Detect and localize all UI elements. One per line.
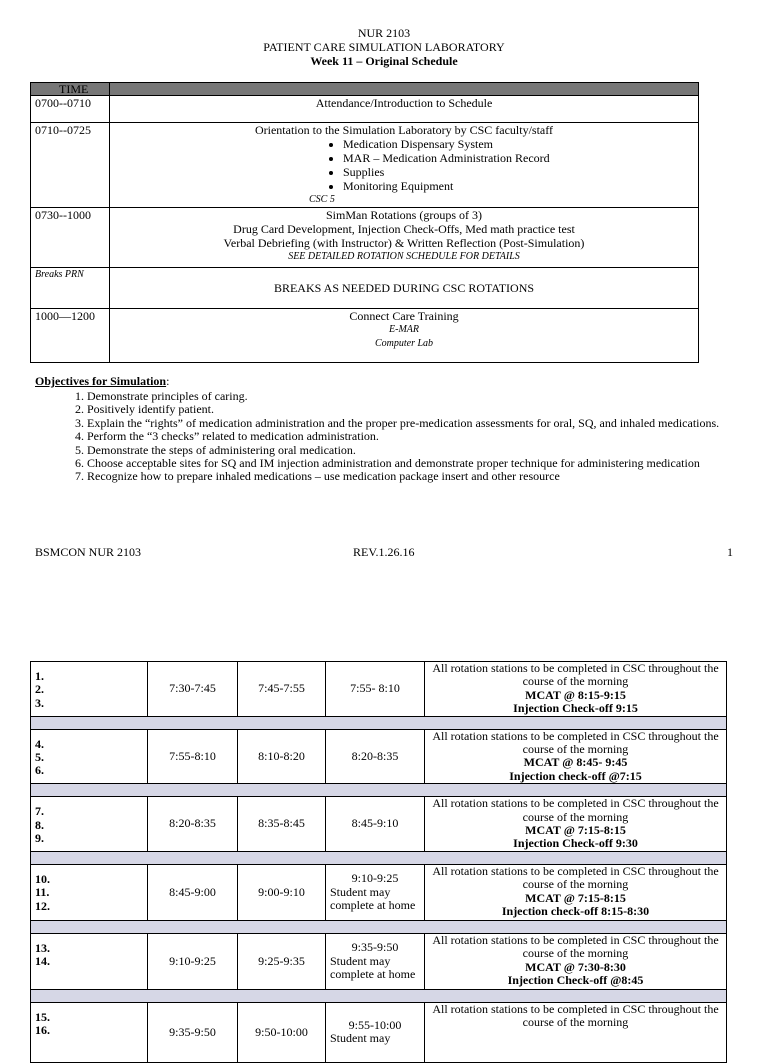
mcat-time: MCAT @ 7:30-8:30 [525, 959, 626, 974]
group-number: 13. [35, 940, 50, 955]
group-number: 15. [35, 1009, 50, 1024]
group-number: 1. [35, 669, 44, 683]
bullet-item: • MAR – Medication Administration Record [343, 151, 550, 165]
rotation-separator [31, 716, 727, 729]
group-number: 6. [35, 763, 44, 778]
rotation-separator [31, 920, 727, 933]
time-header: TIME [59, 82, 89, 96]
lab-title: PATIENT CARE SIMULATION LABORATORY [263, 40, 505, 54]
schedule-text: Orientation to the Simulation Laboratory by CSC faculty/staff [254, 123, 554, 137]
rotation-time-3: 9:35-9:50 [351, 940, 399, 955]
schedule-note: Computer Lab [374, 338, 434, 349]
bullet-item: • Monitoring Equipment [343, 179, 550, 193]
group-number: 5. [35, 750, 44, 765]
schedule-note: E-MAR [389, 324, 419, 335]
group-number: 8. [35, 817, 44, 832]
rotation-time-3: 8:45-9:10 [351, 816, 399, 831]
schedule-time: 0730--1000 [31, 208, 110, 268]
schedule-row [31, 208, 699, 268]
schedule-text: BREAKS AS NEEDED DURING CSC ROTATIONS [273, 281, 535, 295]
objective-item: 5. Demonstrate the steps of administering oral medication. [87, 444, 755, 457]
schedule-text: Attendance/Introduction to Schedule [315, 96, 493, 110]
rotation-time-2: 9:25-9:35 [238, 933, 326, 989]
mcat-time: MCAT @ 7:15-8:15 [525, 823, 626, 838]
schedule-row [31, 123, 699, 208]
rotation-info: All rotation stations to be completed in CSC throughout the course of the morning [432, 796, 719, 824]
rotation-info: All rotation stations to be completed in CSC throughout the course of the morning [432, 932, 719, 961]
schedule-table [30, 82, 699, 363]
mcat-time: MCAT @ 8:15-9:15 [525, 687, 626, 702]
bullet-item: • Supplies [343, 165, 550, 179]
rotation-info: All rotation stations to be completed in CSC throughout the course of the morning [432, 728, 719, 757]
mcat-time: MCAT @ 8:45- 9:45 [523, 755, 628, 770]
group-number: 3. [35, 695, 44, 710]
objectives-list [35, 390, 755, 484]
schedule-row [31, 309, 699, 363]
rotation-time-3: Student may [330, 884, 391, 899]
injection-checkoff: Injection check-off @7:15 [509, 768, 642, 783]
week-title: Week 11 – Original Schedule [310, 54, 458, 68]
rotation-time-2: 8:10-8:20 [238, 729, 326, 784]
group-number: 10. [35, 871, 50, 886]
rotation-time-3: Student may [330, 1031, 391, 1046]
rotation-separator [31, 784, 727, 797]
objective-item: 2. Positively identify patient. [87, 403, 755, 416]
group-number: 4. [35, 736, 44, 751]
objectives-section: Objectives for Simulation: 1. Demonstrate principles of caring. 2. Positively identify patient. 3. Explain the “rights” of medication administration and the proper pre-medication assessments for oral, SQ, and inhaled medications. 4. Perform the “3 checks” related to medication administration. 5. Demonstrate the steps of administering oral medication. 6. Choose acceptable sites for SQ and IM injection administration and demonstrate proper technique for administering medication 7. Recognize how to prepare inhaled medications – use medication package insert and other resource [35, 374, 755, 484]
footer-left: BSMCON NUR 2103 [35, 545, 142, 559]
group-number: 14. [35, 954, 50, 969]
injection-checkoff: Injection check-off 8:15-8:30 [501, 904, 650, 919]
rotation-time-2: 9:00-9:10 [238, 864, 326, 920]
schedule-note: SEE DETAILED ROTATION SCHEDULE FOR DETAILS [288, 251, 520, 262]
rotation-time-3: 9:55-10:00 [348, 1017, 402, 1032]
rotation-time-2: 9:50-10:00 [238, 1002, 326, 1062]
bullet-item: • Medication Dispensary System [343, 137, 550, 151]
rotation-time-1: 7:30-7:45 [148, 662, 238, 717]
schedule-row [31, 96, 699, 123]
group-number: 11. [35, 885, 50, 900]
injection-checkoff: Injection Check-off 9:30 [513, 836, 638, 851]
rotation-time-1: 9:10-9:25 [148, 933, 238, 989]
rotation-row [31, 864, 727, 920]
rotation-time-3: complete at home [330, 898, 416, 913]
rotation-time-3: 7:55- 8:10 [350, 681, 400, 696]
rotation-info: All rotation stations to be completed in CSC throughout the course of the morning [432, 863, 719, 892]
schedule-time: Breaks PRN [31, 268, 110, 309]
rotation-time-1: 8:45-9:00 [148, 864, 238, 920]
rotation-time-3: complete at home [330, 967, 416, 982]
injection-checkoff: Injection Check-off @8:45 [507, 973, 644, 988]
rotation-time-1: 7:55-8:10 [148, 729, 238, 784]
schedule-time: 0700--0710 [31, 96, 110, 123]
schedule-text: Verbal Debriefing (with Instructor) & Written Reflection (Post-Simulation) [223, 236, 585, 250]
rotation-time-2: 8:35-8:45 [238, 797, 326, 852]
schedule-row [31, 268, 699, 309]
rotation-row [31, 797, 727, 852]
footer-revision: REV.1.26.16 [353, 545, 415, 559]
rotation-separator [31, 851, 727, 864]
objective-item: 1. Demonstrate principles of caring. [87, 390, 755, 403]
rotation-info: All rotation stations to be completed in CSC throughout the course of the morning [432, 661, 719, 689]
schedule-time: 0710--0725 [31, 123, 110, 208]
rotation-time-2: 7:45-7:55 [238, 662, 326, 717]
rotation-separator [31, 989, 727, 1002]
rotation-time-1: 9:35-9:50 [148, 1002, 238, 1062]
objectives-title: Objectives for Simulation [35, 374, 167, 388]
objective-item: 3. Explain the “rights” of medication administration and the proper pre-medication assessments for oral, SQ, and inhaled medications. [87, 417, 755, 430]
mcat-time: MCAT @ 7:15-8:15 [525, 890, 626, 905]
rotation-row [31, 1002, 727, 1062]
rotation-time-3: 9:10-9:25 [351, 871, 399, 886]
schedule-time: 1000—1200 [31, 309, 110, 363]
rotation-info: All rotation stations to be completed in CSC throughout the course of the morning [432, 1001, 719, 1030]
course-code: NUR 2103 [357, 26, 411, 40]
group-number: 7. [35, 804, 44, 819]
schedule-text: Drug Card Development, Injection Check-Offs, Med math practice test [233, 222, 575, 236]
rotation-table [30, 661, 727, 1063]
injection-checkoff: Injection Check-off 9:15 [513, 701, 638, 716]
schedule-text: SimMan Rotations (groups of 3) [326, 208, 482, 222]
group-number: 9. [35, 831, 44, 846]
rotation-time-1: 8:20-8:35 [148, 797, 238, 852]
objective-item: 7. Recognize how to prepare inhaled medications – use medication package insert and other resource [87, 470, 755, 483]
schedule-text: Connect Care Training [349, 309, 459, 323]
page-number: 1 [727, 545, 733, 559]
schedule-note: CSC 5 [309, 194, 335, 205]
group-number: 16. [35, 1023, 50, 1038]
objective-item: 4. Perform the “3 checks” related to medication administration. [87, 430, 755, 443]
schedule-header-row [31, 83, 699, 96]
group-number: 2. [35, 682, 44, 697]
rotation-row [31, 933, 727, 989]
group-number: 12. [35, 898, 50, 913]
rotation-row [31, 662, 727, 717]
rotation-time-3: 8:20-8:35 [351, 748, 399, 763]
objective-item: 6. Choose acceptable sites for SQ and IM injection administration and demonstrate proper technique for administering medication [87, 457, 755, 470]
rotation-row [31, 729, 727, 784]
rotation-time-3: Student may [330, 953, 391, 968]
